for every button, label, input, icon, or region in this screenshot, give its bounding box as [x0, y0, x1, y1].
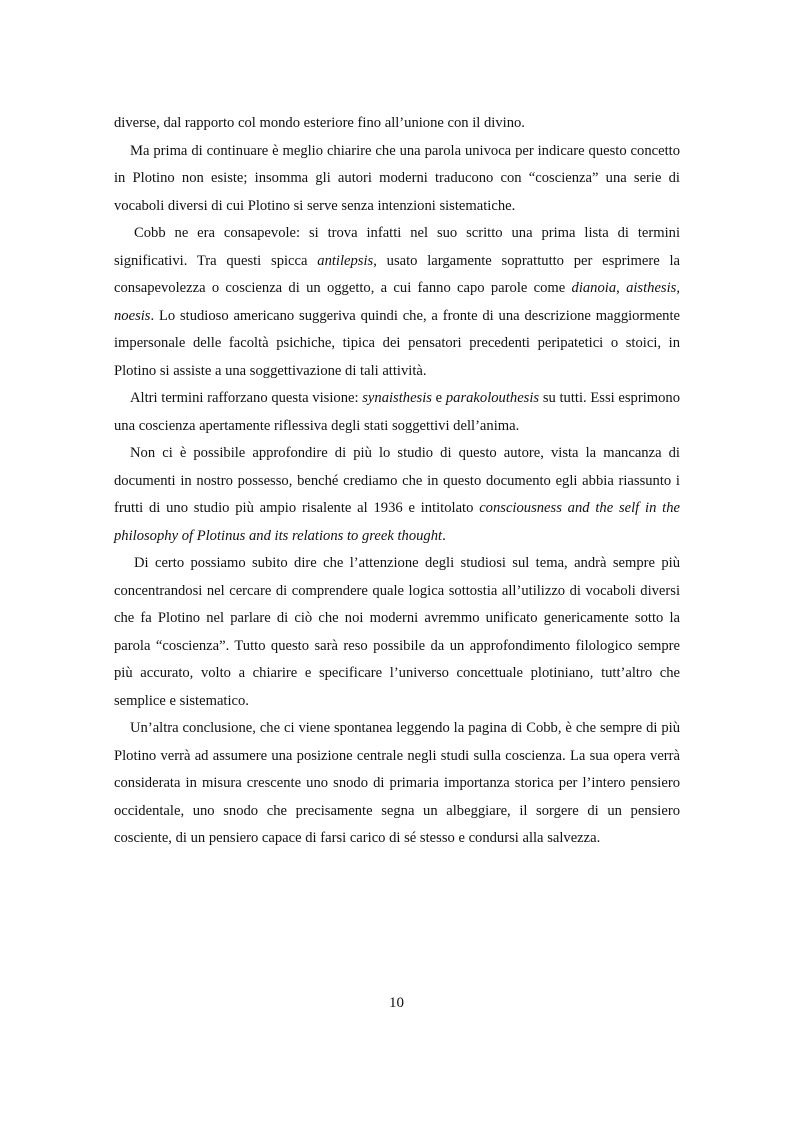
paragraph-4 — [114, 385, 680, 440]
text-run: . Lo studioso americano suggeriva quindi che, a fronte di una descrizione maggiormente impersonale delle facoltà psichiche, tipica dei pensatori precedenti peripatetici o stoici, in Plotino si assiste a una soggettivazione di tali attività. — [114, 307, 680, 379]
text-run: su tutti. Essi esprimono una coscienza apertamente riflessiva degli stati soggettivi dell’anima. — [114, 390, 681, 434]
text-run: , usato largamente soprattutto per esprimere la consapevolezza o coscienza di un oggetto, a cui fanno capo parole come — [114, 252, 680, 296]
text-run: , — [616, 280, 627, 296]
italic-term: consciousness and the self in the philosophy of Plotinus and its relations to greek thought — [114, 500, 680, 544]
text-run: Non ci è possibile approfondire di più lo studio di questo autore, vista la mancanza di documenti in nostro possesso, benché crediamo che in questo documento egli abbia riassunto i frutti di uno studio più ampio risalente al 1936 e intitolato — [114, 445, 680, 516]
text-run: . — [442, 527, 446, 544]
paragraph-6 — [114, 550, 680, 715]
page-body — [114, 110, 680, 853]
paragraph-5 — [114, 440, 680, 550]
text-run: e — [431, 390, 446, 406]
italic-term: synaisthesis — [362, 390, 432, 406]
text-run: Altri termini rafforzano questa visione: — [130, 390, 363, 406]
text-run: Di certo possiamo subito dire che l’attenzione degli studiosi sul tema, andrà sempre più concentrandosi nel cercare di comprendere quale logica sottostia all’utilizzo di vocaboli diversi che fa Plotino nel parlare di ciò che noi moderni avremmo unificato genericamente sotto la parola “coscienza”. Tutto questo sarà reso possibile da un approfondimento filologico sempre più accurato, volto a chiarire e specificare l’universo concettuale plotiniano, tutt’altro che semplice e sistematico. — [114, 555, 680, 709]
text-run: , — [676, 280, 680, 296]
paragraph-2 — [114, 138, 680, 221]
text-run: Cobb ne era consapevole: si trova infatti nel suo scritto una prima lista di termini significativi. Tra questi spicca — [114, 225, 680, 269]
page-number: 10 — [389, 995, 404, 1011]
italic-term: aisthesis — [626, 280, 677, 296]
text-run: Un’altra conclusione, che ci viene spontanea leggendo la pagina di Cobb, è che sempre di più Plotino verrà ad assumere una posizione centrale negli studi sulla coscienza. La sua opera verrà considerata in misura crescente uno snodo di primaria importanza storica per l’intero pensiero occidentale, uno snodo che precisamente segna un albeggiare, il sorgere di un pensiero cosciente, di un pensiero capace di farsi carico di sé stesso e condursi alla salvezza. — [114, 720, 680, 846]
text-run: diverse, dal rapporto col mondo esteriore fino all’unione con il divino. — [114, 115, 525, 131]
text-run: Ma prima di continuare è meglio chiarire che una parola univoca per indicare questo concetto in Plotino non esiste; insomma gli autori moderni traducono con “coscienza” una serie di vocaboli diversi di cui Plotino si serve senza intenzioni sistematiche. — [114, 142, 680, 214]
paragraph-1 — [114, 110, 680, 138]
paragraph-3 — [114, 220, 680, 385]
italic-term: dianoia — [571, 280, 617, 296]
italic-term: parakolouthesis — [445, 390, 540, 406]
italic-term: noesis — [114, 307, 151, 324]
italic-term: antilepsis — [317, 252, 374, 269]
paragraph-7 — [114, 715, 680, 853]
